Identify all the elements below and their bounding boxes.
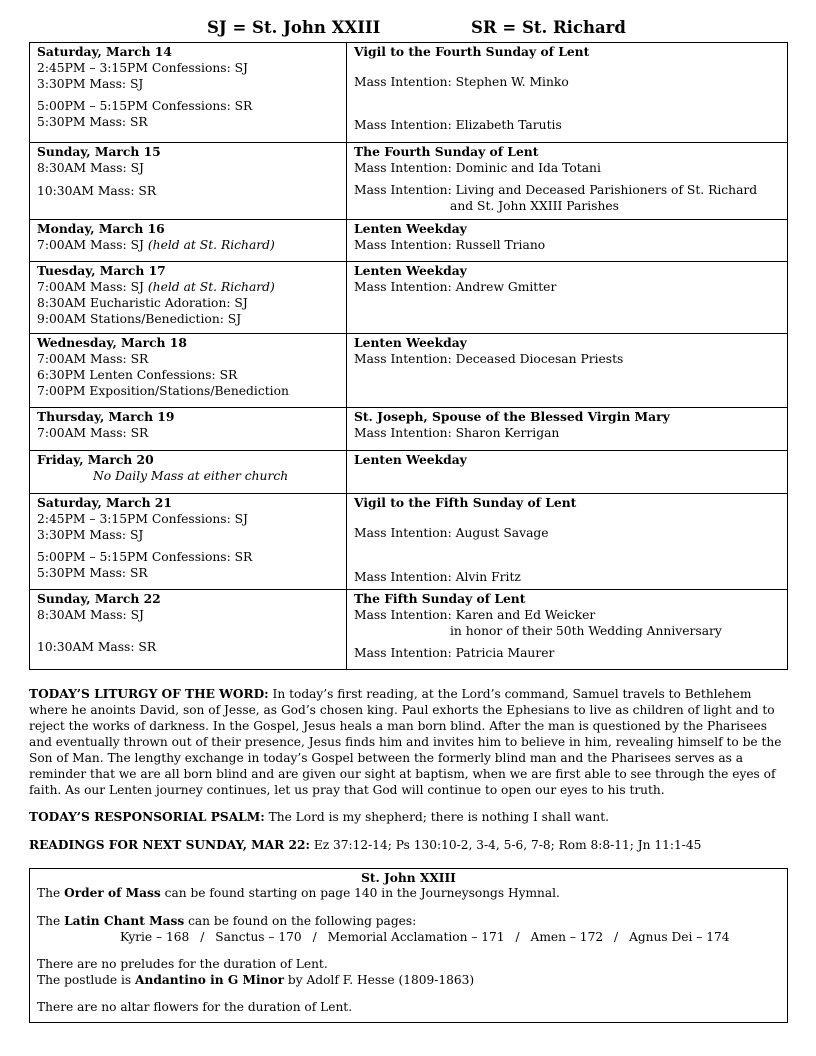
liturgical-day: Lenten Weekday: [354, 263, 467, 278]
chant-pages-line: Kyrie – 168 / Sanctus – 170 / Memorial Acclamation – 171 / Amen – 172 / Agnus Dei – 174: [120, 930, 730, 944]
st-john-notice-box: [29, 868, 788, 1023]
day-label: Sunday, March 22: [37, 591, 161, 606]
page-sanctus: Sanctus – 170: [215, 930, 302, 944]
legend-sr: SR = St. Richard: [471, 18, 626, 37]
page-amen: Amen – 172: [530, 930, 604, 944]
schedule-intentions: Lenten Weekday Mass Intention: Deceased Diocesan Priests: [347, 334, 788, 408]
schedule-row: [30, 262, 788, 334]
schedule-times: Tuesday, March 17 7:00AM Mass: SJ (held at St. Richard) 8:30AM Eucharistic Adoration: SJ 9:00AM Stations/Benediction: SJ: [30, 262, 347, 334]
schedule-intentions: Vigil to the Fourth Sunday of Lent Mass Intention: Stephen W. Minko Mass Intention: Elizabeth Tarutis: [347, 43, 788, 143]
schedule-intentions: The Fifth Sunday of Lent Mass Intention: Karen and Ed Weicker in honor of their 50th Wedding Anniversary Mass Intention: Patricia Maurer: [347, 590, 788, 670]
day-label: Sunday, March 15: [37, 144, 161, 159]
schedule-intentions: Lenten Weekday Mass Intention: Andrew Gmitter: [347, 262, 788, 334]
day-label: Monday, March 16: [37, 221, 165, 236]
schedule-table: [29, 42, 788, 670]
liturgy-paragraph: [29, 686, 788, 798]
schedule-intentions: Vigil to the Fifth Sunday of Lent Mass Intention: August Savage Mass Intention: Alvin Fritz: [347, 494, 788, 590]
box-title: St. John XXIII: [361, 871, 456, 885]
preludes-line: There are no preludes for the duration of Lent.: [37, 957, 328, 971]
schedule-intentions: Lenten Weekday Mass Intention: Russell Triano: [347, 220, 788, 262]
liturgical-day: Lenten Weekday: [354, 452, 467, 467]
readings-text: Ez 37:12-14; Ps 130:10-2, 3-4, 5-6, 7-8; Rom 8:8-11; Jn 11:1-45: [313, 838, 702, 852]
schedule-intentions: St. Joseph, Spouse of the Blessed Virgin Mary Mass Intention: Sharon Kerrigan: [347, 408, 788, 451]
schedule-row: [30, 451, 788, 494]
liturgical-day: St. Joseph, Spouse of the Blessed Virgin Mary: [354, 409, 670, 424]
schedule-row: [30, 590, 788, 670]
liturgical-day: Vigil to the Fourth Sunday of Lent: [354, 44, 590, 59]
schedule-row: [30, 334, 788, 408]
legend-sj: SJ = St. John XXIII: [207, 18, 381, 37]
schedule-times: Saturday, March 14 2:45PM – 3:15PM Confessions: SJ 3:30PM Mass: SJ 5:00PM – 5:15PM Confessions: SR 5:30PM Mass: SR: [30, 43, 347, 143]
schedule-times: Thursday, March 19 7:00AM Mass: SR: [30, 408, 347, 451]
day-label: Thursday, March 19: [37, 409, 175, 424]
order-of-mass-line: The Order of Mass can be found starting on page 140 in the Journeysongs Hymnal.: [37, 886, 560, 900]
page-agnus-dei: Agnus Dei – 174: [629, 930, 730, 944]
readings-paragraph: [29, 837, 788, 853]
schedule-row: [30, 43, 788, 143]
page-memorial: Memorial Acclamation – 171: [327, 930, 505, 944]
schedule-intentions: [347, 451, 788, 494]
liturgy-heading: TODAY’S LITURGY OF THE WORD:: [29, 687, 269, 701]
psalm-heading: TODAY’S RESPONSORIAL PSALM:: [29, 810, 265, 824]
day-label: Tuesday, March 17: [37, 263, 166, 278]
readings-heading: READINGS FOR NEXT SUNDAY, MAR 22:: [29, 838, 310, 852]
schedule-intentions: The Fourth Sunday of Lent Mass Intention: Dominic and Ida Totani Mass Intention: Living and Deceased Parishioners of St. Richard and St. John XXIII Parishes: [347, 143, 788, 220]
schedule-times: Saturday, March 21 2:45PM – 3:15PM Confessions: SJ 3:30PM Mass: SJ 5:00PM – 5:15PM Confessions: SR 5:30PM Mass: SR: [30, 494, 347, 590]
latin-chant-line: The Latin Chant Mass can be found on the following pages:: [37, 914, 417, 928]
day-label: Wednesday, March 18: [37, 335, 187, 350]
schedule-row: [30, 494, 788, 590]
schedule-times: Wednesday, March 18 7:00AM Mass: SR 6:30PM Lenten Confessions: SR 7:00PM Exposition/Stations/Benediction: [30, 334, 347, 408]
schedule-times: Monday, March 16 7:00AM Mass: SJ (held at St. Richard): [30, 220, 347, 262]
liturgy-text: In today’s first reading, at the Lord’s command, Samuel travels to Bethlehem where he anoints David, son of Jesse, as God’s chosen king. Paul exhorts the Ephesians to live as children of light and to reject the works of darkness. In the Gospel, Jesus heals a man born blind. After the man is questioned by the Pharisees and eventually thrown out of their presence, Jesus finds him and invites him to believe in him, revealing himself to be the Son of Man. The lengthy exchange in today’s Gospel between the formerly blind man and the Pharisees serves as a reminder that we are all born blind and are given our sight at baptism, when we are first able to see through the eyes of faith. As our Lenten journey continues, let us pray that God will continue to open our eyes to his truth.: [29, 687, 782, 797]
psalm-text: The Lord is my shepherd; there is nothing I shall want.: [268, 810, 610, 824]
schedule-times: Friday, March 20 No Daily Mass at either church: [30, 451, 347, 494]
schedule-times: Sunday, March 15 8:30AM Mass: SJ 10:30AM Mass: SR: [30, 143, 347, 220]
postlude-line: The postlude is Andantino in G Minor by Adolf F. Hesse (1809-1863): [37, 973, 475, 987]
liturgical-day: Lenten Weekday: [354, 335, 467, 350]
liturgical-day: Vigil to the Fifth Sunday of Lent: [354, 495, 577, 510]
flowers-line: There are no altar flowers for the duration of Lent.: [37, 1000, 353, 1014]
liturgical-day: Lenten Weekday: [354, 221, 467, 236]
page-kyrie: Kyrie – 168: [120, 930, 190, 944]
schedule-row: [30, 143, 788, 220]
day-label: Saturday, March 21: [37, 495, 172, 510]
legend: [0, 18, 816, 40]
schedule-row: [30, 220, 788, 262]
schedule-times: Sunday, March 22 8:30AM Mass: SJ 10:30AM Mass: SR: [30, 590, 347, 670]
liturgical-day: The Fourth Sunday of Lent: [354, 144, 539, 159]
day-label: Friday, March 20: [37, 452, 154, 467]
schedule-row: [30, 408, 788, 451]
psalm-paragraph: [29, 809, 788, 825]
liturgical-day: The Fifth Sunday of Lent: [354, 591, 526, 606]
day-label: Saturday, March 14: [37, 44, 172, 59]
